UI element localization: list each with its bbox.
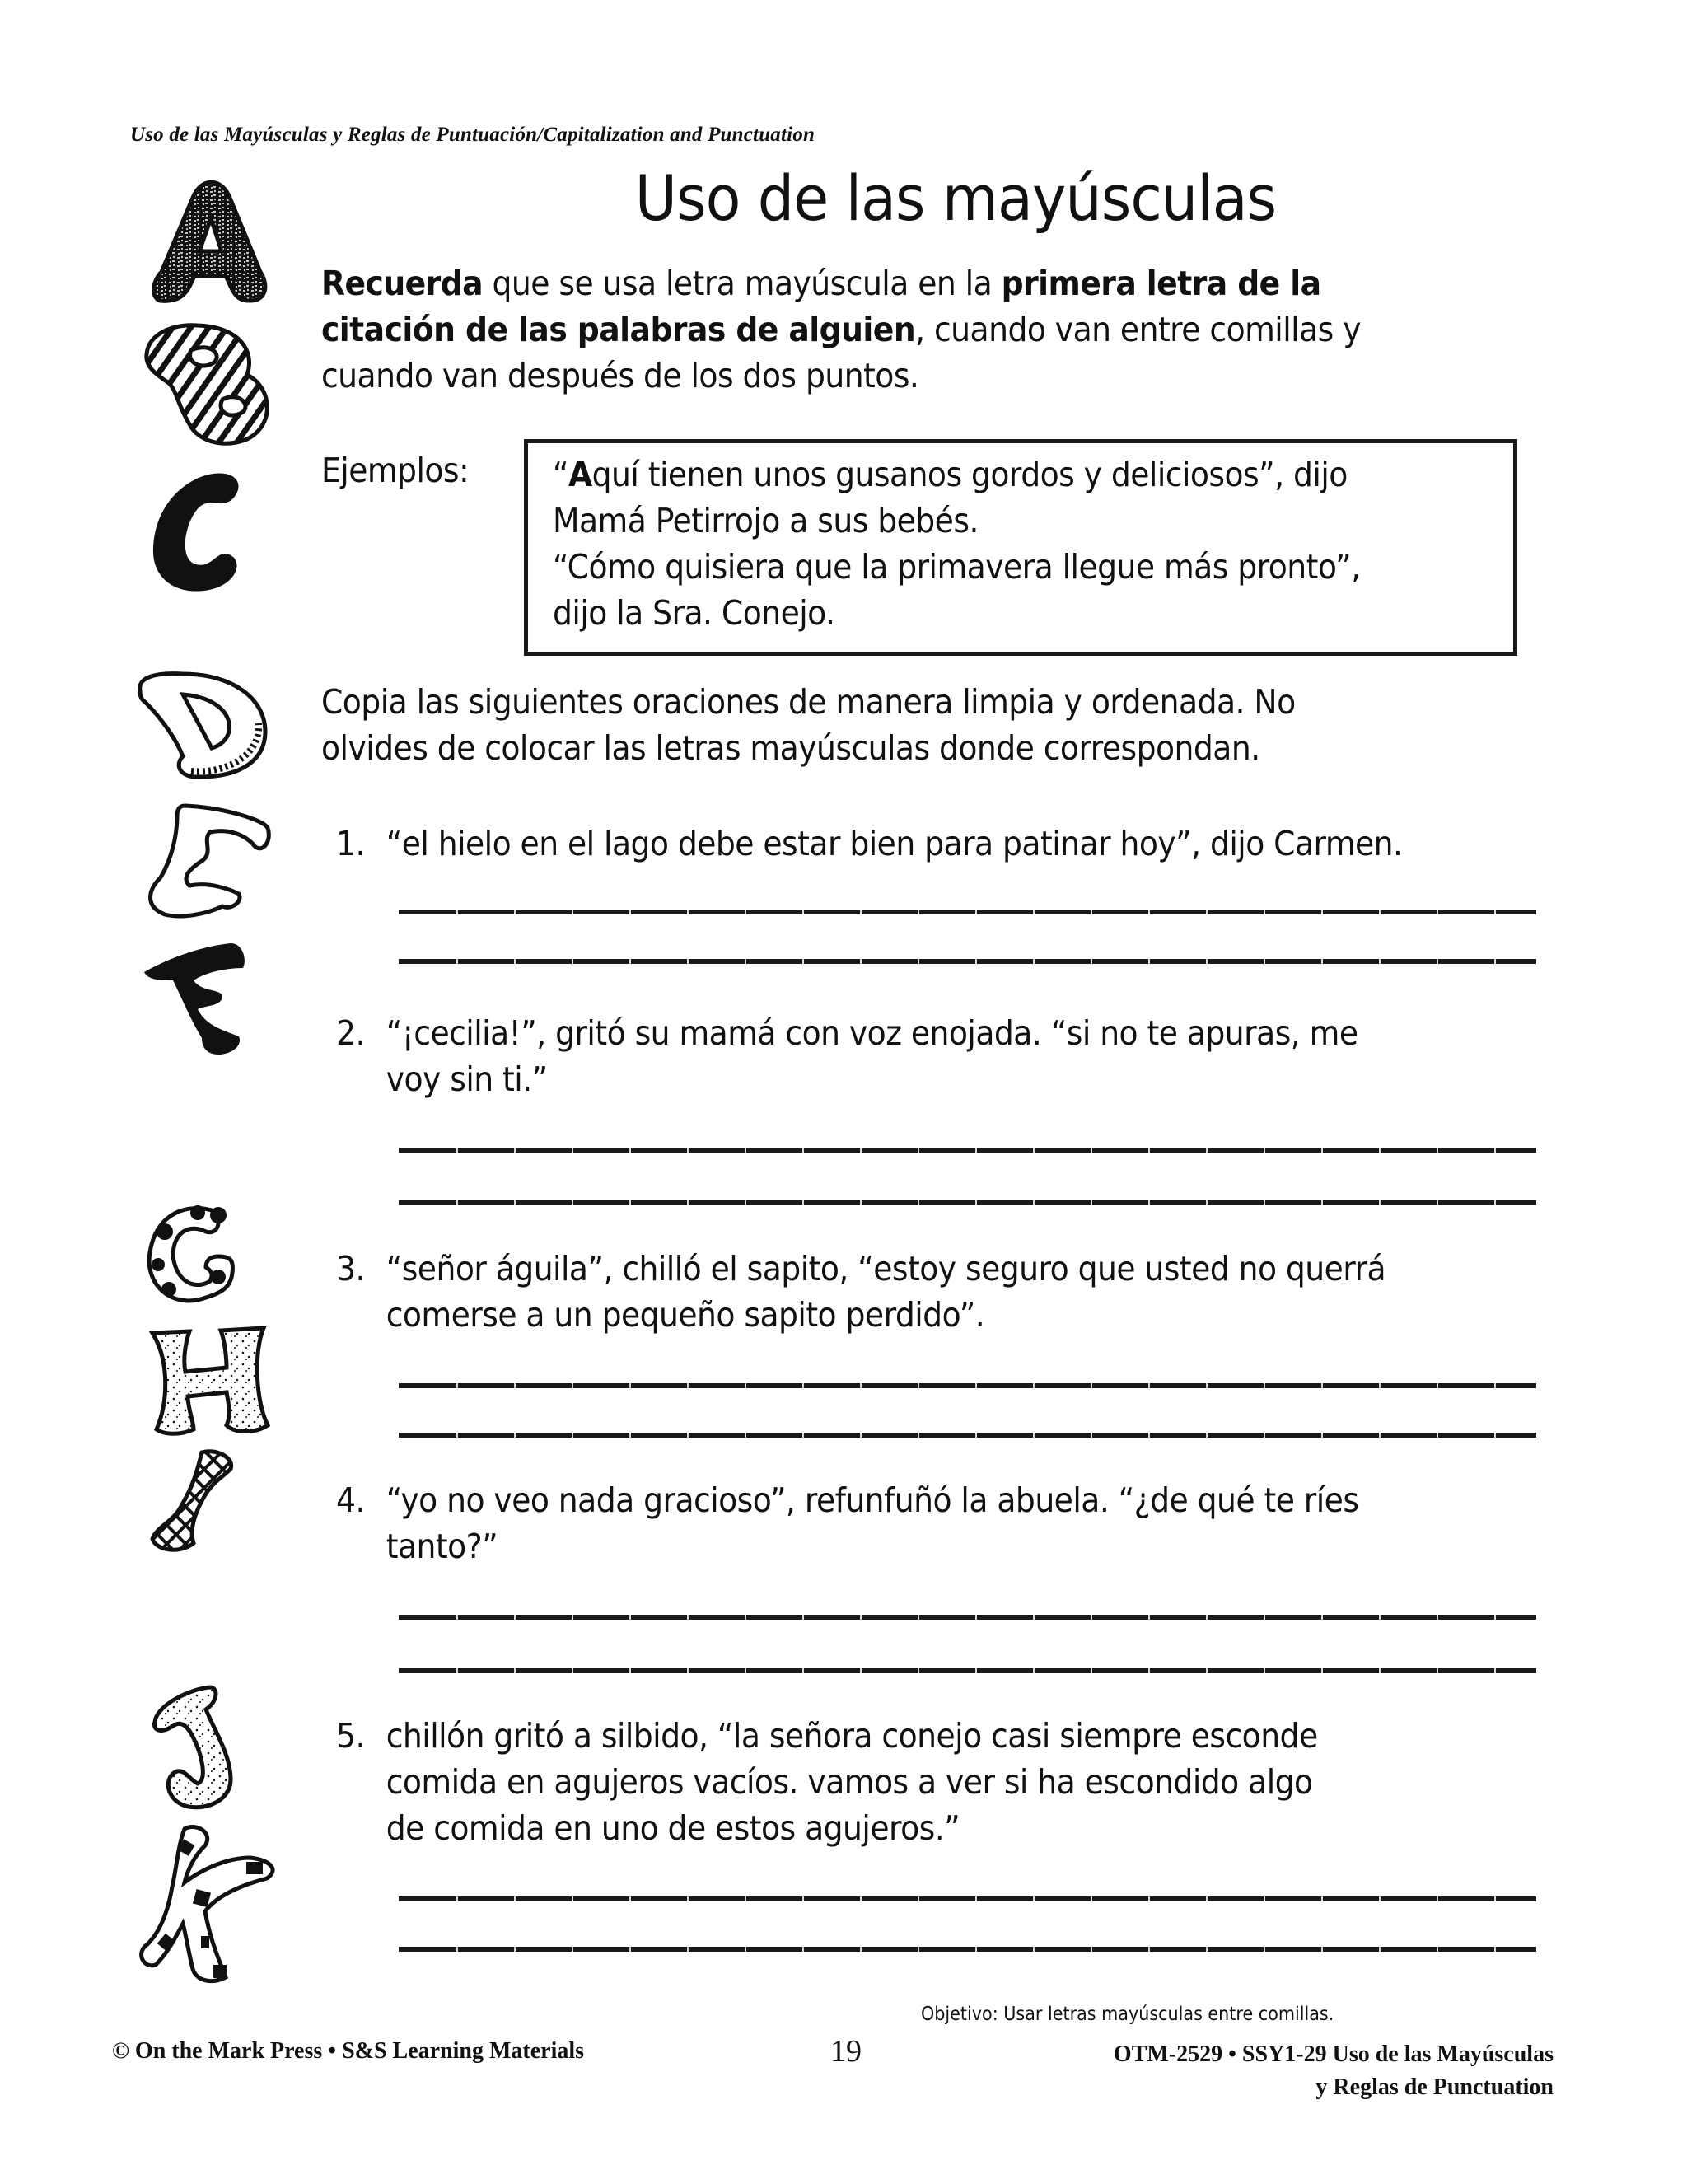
line-segment-tick: [745, 1383, 746, 1388]
writing-line[interactable]: [399, 1383, 1536, 1388]
intro-emphasis-rule-cont: citación de las palabras de alguien: [321, 310, 916, 349]
line-segment-tick: [975, 1383, 977, 1388]
line-segment-tick: [860, 1896, 862, 1901]
line-segment-tick: [572, 1200, 573, 1205]
line-segment-tick: [1033, 1668, 1035, 1673]
line-segment-tick: [687, 1896, 689, 1901]
line-segment-tick: [1264, 1433, 1265, 1438]
line-segment-tick: [629, 1668, 631, 1673]
line-segment-tick: [975, 910, 977, 914]
line-segment-tick: [572, 1896, 573, 1901]
line-segment-tick: [1379, 1668, 1381, 1673]
line-segment-tick: [1033, 1947, 1035, 1952]
exercise-number: 2.: [336, 1013, 365, 1053]
line-segment-tick: [687, 1668, 689, 1673]
line-segment-tick: [1379, 959, 1381, 964]
example-line: dijo la Sra. Conejo.: [553, 593, 835, 633]
line-segment-tick: [572, 1668, 573, 1673]
line-segment-tick: [572, 910, 573, 914]
line-segment-tick: [1494, 1200, 1496, 1205]
line-segment-tick: [860, 1200, 862, 1205]
line-segment-tick: [1206, 1200, 1208, 1205]
line-segment-tick: [1264, 1148, 1265, 1153]
exercise-number: 4.: [336, 1480, 365, 1520]
line-segment-tick: [860, 1383, 862, 1388]
line-segment-tick: [918, 1947, 919, 1952]
line-segment-tick: [1206, 1896, 1208, 1901]
line-segment-tick: [1379, 1947, 1381, 1952]
line-segment-tick: [860, 959, 862, 964]
exercise-sentence: comida en agujeros vacíos. vamos a ver si ha escondido algo: [386, 1762, 1313, 1802]
line-segment-tick: [1148, 1383, 1150, 1388]
line-segment-tick: [1321, 1615, 1323, 1620]
exercise-sentence: tanto?”: [386, 1527, 498, 1566]
line-segment-tick: [572, 1433, 573, 1438]
line-segment-tick: [860, 1668, 862, 1673]
intro-emphasis-recuerda: Recuerda: [321, 264, 484, 303]
line-segment-tick: [1206, 910, 1208, 914]
line-segment-tick: [1091, 910, 1092, 914]
intro-text: que se usa letra mayúscula en la: [483, 264, 1002, 303]
line-segment-tick: [975, 1615, 977, 1620]
line-segment-tick: [1264, 1896, 1265, 1901]
writing-line[interactable]: [399, 1896, 1536, 1901]
writing-line[interactable]: [399, 910, 1536, 914]
line-segment-tick: [1033, 1383, 1035, 1388]
line-segment-tick: [1379, 1383, 1381, 1388]
line-segment-tick: [456, 1148, 458, 1153]
line-segment-tick: [629, 910, 631, 914]
line-segment-tick: [514, 1668, 516, 1673]
line-segment-tick: [975, 1148, 977, 1153]
line-segment-tick: [456, 1433, 458, 1438]
line-segment-tick: [1437, 1896, 1438, 1901]
line-segment-tick: [802, 1668, 804, 1673]
line-segment-tick: [1379, 1896, 1381, 1901]
line-segment-tick: [514, 1433, 516, 1438]
line-segment-tick: [1091, 1200, 1092, 1205]
publisher-credit: © On the Mark Press • S&S Learning Materials: [112, 2038, 585, 2064]
line-segment-tick: [1494, 959, 1496, 964]
line-segment-tick: [456, 1947, 458, 1952]
examples-box: [524, 439, 1517, 656]
page-title: Uso de las mayúsculas: [634, 161, 1277, 235]
line-segment-tick: [572, 959, 573, 964]
line-segment-tick: [860, 1433, 862, 1438]
line-segment-tick: [687, 1148, 689, 1153]
line-segment-tick: [1148, 1896, 1150, 1901]
letter-g-icon: [140, 1203, 239, 1310]
line-segment-tick: [1494, 910, 1496, 914]
line-segment-tick: [456, 910, 458, 914]
line-segment-tick: [687, 1615, 689, 1620]
line-segment-tick: [1379, 1200, 1381, 1205]
line-segment-tick: [1494, 1433, 1496, 1438]
line-segment-tick: [1148, 910, 1150, 914]
letter-b-icon: [140, 317, 280, 449]
line-segment-tick: [1148, 1148, 1150, 1153]
examples-label: Ejemplos:: [321, 451, 470, 490]
line-segment-tick: [1091, 1615, 1092, 1620]
line-segment-tick: [1321, 1383, 1323, 1388]
line-segment-tick: [629, 1200, 631, 1205]
objective-note: Objetivo: Usar letras mayúsculas entre comillas.: [921, 2004, 1334, 2025]
line-segment-tick: [514, 959, 516, 964]
exercise-number: 3.: [336, 1249, 365, 1288]
line-segment-tick: [1033, 1148, 1035, 1153]
line-segment-tick: [1206, 1947, 1208, 1952]
line-segment-tick: [1494, 1668, 1496, 1673]
line-segment-tick: [802, 1947, 804, 1952]
letter-a-icon: [143, 173, 275, 313]
line-segment-tick: [514, 1947, 516, 1952]
example-line: “Aquí tienen unos gusanos gordos y deliciosos”, dijo: [553, 455, 1348, 494]
line-segment-tick: [629, 1383, 631, 1388]
line-segment-tick: [1148, 1433, 1150, 1438]
line-segment-tick: [456, 959, 458, 964]
line-segment-tick: [1033, 959, 1035, 964]
line-segment-tick: [1033, 1200, 1035, 1205]
line-segment-tick: [1033, 910, 1035, 914]
exercise-sentence: voy sin ti.”: [386, 1059, 548, 1099]
letter-c-icon: [147, 465, 254, 597]
line-segment-tick: [1321, 1433, 1323, 1438]
line-segment-tick: [918, 1200, 919, 1205]
line-segment-tick: [1494, 1148, 1496, 1153]
line-segment-tick: [1091, 959, 1092, 964]
line-segment-tick: [745, 910, 746, 914]
line-segment-tick: [1264, 1947, 1265, 1952]
line-segment-tick: [1091, 1947, 1092, 1952]
example-line: “Cómo quisiera que la primavera llegue más pronto”,: [553, 547, 1361, 587]
line-segment-tick: [572, 1148, 573, 1153]
line-segment-tick: [918, 1896, 919, 1901]
line-segment-tick: [1437, 1947, 1438, 1952]
line-segment-tick: [456, 1668, 458, 1673]
intro-paragraph: [321, 260, 1361, 399]
line-segment-tick: [860, 910, 862, 914]
letter-f-icon: [140, 939, 255, 1063]
line-segment-tick: [629, 1148, 631, 1153]
line-segment-tick: [1091, 1896, 1092, 1901]
line-segment-tick: [1437, 1200, 1438, 1205]
line-segment-tick: [1494, 1896, 1496, 1901]
letter-i-icon: [148, 1448, 247, 1555]
line-segment-tick: [802, 1200, 804, 1205]
line-segment-tick: [745, 1947, 746, 1952]
line-segment-tick: [1033, 1615, 1035, 1620]
line-segment-tick: [1091, 1383, 1092, 1388]
line-segment-tick: [514, 910, 516, 914]
line-segment-tick: [629, 1615, 631, 1620]
exercise-sentence: chillón gritó a silbido, “la señora conejo casi siempre esconde: [386, 1716, 1318, 1756]
writing-line[interactable]: [399, 1668, 1536, 1673]
line-segment-tick: [1321, 910, 1323, 914]
line-segment-tick: [1091, 1148, 1092, 1153]
writing-line[interactable]: [399, 1947, 1536, 1952]
line-segment-tick: [1379, 1615, 1381, 1620]
exercise-item-5: [336, 1713, 1318, 1848]
line-segment-tick: [572, 1383, 573, 1388]
line-segment-tick: [975, 1433, 977, 1438]
line-segment-tick: [1206, 1668, 1208, 1673]
line-segment-tick: [918, 1433, 919, 1438]
line-segment-tick: [1437, 910, 1438, 914]
line-segment-tick: [514, 1896, 516, 1901]
line-segment-tick: [918, 959, 919, 964]
line-segment-tick: [745, 1148, 746, 1153]
line-segment-tick: [1264, 959, 1265, 964]
line-segment-tick: [802, 910, 804, 914]
line-segment-tick: [1264, 910, 1265, 914]
line-segment-tick: [1206, 1433, 1208, 1438]
page-number: 19: [830, 2034, 862, 2069]
line-segment-tick: [456, 1896, 458, 1901]
line-segment-tick: [1321, 1148, 1323, 1153]
line-segment-tick: [1437, 1433, 1438, 1438]
line-segment-tick: [514, 1383, 516, 1388]
line-segment-tick: [1148, 1947, 1150, 1952]
intro-text: , cuando van entre comillas y: [915, 310, 1361, 349]
exercise-number: 5.: [336, 1716, 365, 1756]
line-segment-tick: [1321, 1200, 1323, 1205]
line-segment-tick: [1206, 1383, 1208, 1388]
line-segment-tick: [1379, 1148, 1381, 1153]
line-segment-tick: [1321, 1896, 1323, 1901]
exercise-item-4: [336, 1477, 1359, 1566]
line-segment-tick: [975, 1896, 977, 1901]
line-segment-tick: [1494, 1383, 1496, 1388]
line-segment-tick: [687, 1200, 689, 1205]
line-segment-tick: [1321, 959, 1323, 964]
line-segment-tick: [1321, 1947, 1323, 1952]
letter-h-icon: [148, 1326, 280, 1442]
line-segment-tick: [514, 1148, 516, 1153]
line-segment-tick: [687, 1383, 689, 1388]
line-segment-tick: [1033, 1896, 1035, 1901]
header-caption: Uso de las Mayúsculas y Reglas de Puntuación/Capitalization and Punctuation: [130, 124, 815, 146]
line-segment-tick: [1379, 910, 1381, 914]
line-segment-tick: [629, 1947, 631, 1952]
intro-emphasis-rule: primera letra de la: [1001, 264, 1321, 303]
writing-line[interactable]: [399, 959, 1536, 964]
line-segment-tick: [514, 1200, 516, 1205]
line-segment-tick: [918, 910, 919, 914]
line-segment-tick: [745, 959, 746, 964]
line-segment-tick: [687, 910, 689, 914]
line-segment-tick: [1148, 959, 1150, 964]
line-segment-tick: [1437, 1615, 1438, 1620]
line-segment-tick: [860, 1615, 862, 1620]
line-segment-tick: [918, 1148, 919, 1153]
product-code: OTM-2529 • SSY1-29 Uso de las Mayúsculas y Reglas de Punctuation: [1113, 2041, 1554, 2100]
letter-k-icon: [135, 1821, 283, 1985]
writing-line[interactable]: [399, 1615, 1536, 1620]
exercise-item-3: [336, 1246, 1386, 1335]
line-segment-tick: [802, 1148, 804, 1153]
line-segment-tick: [687, 959, 689, 964]
line-segment-tick: [745, 1668, 746, 1673]
line-segment-tick: [456, 1615, 458, 1620]
example-line: Mamá Petirrojo a sus bebés.: [553, 501, 979, 540]
line-segment-tick: [860, 1148, 862, 1153]
line-segment-tick: [687, 1433, 689, 1438]
line-segment-tick: [1264, 1668, 1265, 1673]
line-segment-tick: [1148, 1668, 1150, 1673]
line-segment-tick: [456, 1200, 458, 1205]
letter-d-icon: [133, 666, 273, 781]
line-segment-tick: [572, 1615, 573, 1620]
exercise-item-1: [336, 821, 1403, 867]
line-segment-tick: [629, 1896, 631, 1901]
line-segment-tick: [918, 1668, 919, 1673]
exercise-item-2: [336, 1010, 1358, 1099]
line-segment-tick: [975, 959, 977, 964]
line-segment-tick: [975, 1200, 977, 1205]
line-segment-tick: [975, 1668, 977, 1673]
line-segment-tick: [802, 1383, 804, 1388]
exercise-sentence: “señor águila”, chilló el sapito, “estoy seguro que usted no querrá: [386, 1249, 1386, 1288]
line-segment-tick: [1206, 1615, 1208, 1620]
line-segment-tick: [456, 1383, 458, 1388]
line-segment-tick: [1148, 1200, 1150, 1205]
line-segment-tick: [1321, 1668, 1323, 1673]
exercise-number: 1.: [336, 824, 365, 863]
example-capital-letter: A: [568, 455, 592, 494]
line-segment-tick: [802, 959, 804, 964]
line-segment-tick: [745, 1615, 746, 1620]
line-segment-tick: [1148, 1615, 1150, 1620]
line-segment-tick: [745, 1200, 746, 1205]
line-segment-tick: [975, 1947, 977, 1952]
writing-line[interactable]: [399, 1148, 1536, 1153]
line-segment-tick: [1437, 1148, 1438, 1153]
line-segment-tick: [1264, 1615, 1265, 1620]
letter-j-icon: [148, 1681, 247, 1812]
line-segment-tick: [1437, 1668, 1438, 1673]
line-segment-tick: [918, 1615, 919, 1620]
line-segment-tick: [1206, 1148, 1208, 1153]
writing-line[interactable]: [399, 1200, 1536, 1205]
line-segment-tick: [1494, 1947, 1496, 1952]
exercise-sentence: “¡cecilia!”, gritó su mamá con voz enojada. “si no te apuras, me: [386, 1013, 1358, 1053]
exercise-sentence: “el hielo en el lago debe estar bien para patinar hoy”, dijo Carmen.: [386, 824, 1403, 863]
line-segment-tick: [687, 1947, 689, 1952]
line-segment-tick: [1437, 959, 1438, 964]
line-segment-tick: [802, 1433, 804, 1438]
exercise-sentence: “yo no veo nada gracioso”, refunfuñó la abuela. “¿de qué te ríes: [386, 1480, 1359, 1520]
line-segment-tick: [1206, 959, 1208, 964]
line-segment-tick: [1379, 1433, 1381, 1438]
line-segment-tick: [629, 959, 631, 964]
letter-e-icon: [140, 799, 272, 923]
exercise-sentence: de comida en uno de estos agujeros.”: [386, 1808, 960, 1848]
line-segment-tick: [1494, 1615, 1496, 1620]
line-segment-tick: [629, 1433, 631, 1438]
writing-line[interactable]: [399, 1433, 1536, 1438]
line-segment-tick: [745, 1896, 746, 1901]
line-segment-tick: [572, 1947, 573, 1952]
examples-text: [553, 451, 1361, 636]
line-segment-tick: [1033, 1433, 1035, 1438]
line-segment-tick: [802, 1896, 804, 1901]
line-segment-tick: [1264, 1200, 1265, 1205]
line-segment-tick: [860, 1947, 862, 1952]
line-segment-tick: [802, 1615, 804, 1620]
instructions: Copia las siguientes oraciones de manera limpia y ordenada. No olvides de colocar las letras mayúsculas donde correspondan.: [321, 682, 1296, 768]
line-segment-tick: [918, 1383, 919, 1388]
line-segment-tick: [514, 1615, 516, 1620]
line-segment-tick: [1264, 1383, 1265, 1388]
line-segment-tick: [1437, 1383, 1438, 1388]
exercise-sentence: comerse a un pequeño sapito perdido”.: [386, 1295, 985, 1335]
intro-text: cuando van después de los dos puntos.: [321, 356, 919, 395]
line-segment-tick: [745, 1433, 746, 1438]
line-segment-tick: [1091, 1433, 1092, 1438]
line-segment-tick: [1091, 1668, 1092, 1673]
example-capital-letter: C: [567, 547, 589, 587]
